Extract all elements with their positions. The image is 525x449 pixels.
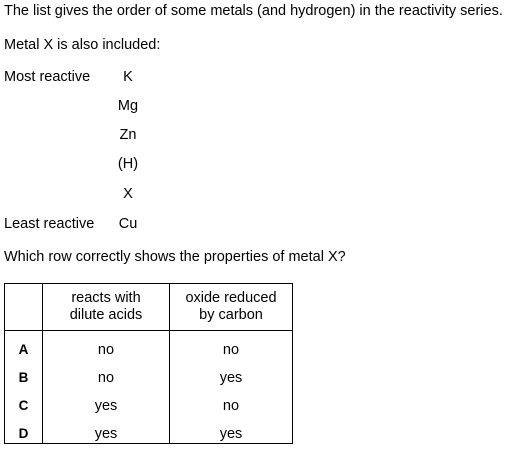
row-label: C	[18, 398, 29, 413]
acids-cell: no	[97, 370, 115, 386]
question-text: Which row correctly shows the properties of metal X?	[4, 249, 346, 265]
acids-cell: yes	[94, 426, 118, 442]
most-reactive-label: Most reactive	[4, 69, 91, 85]
series-item: Mg	[117, 98, 139, 114]
properties-table	[4, 283, 293, 444]
series-item: (H)	[117, 156, 139, 172]
row-label: B	[18, 370, 29, 385]
series-item: Cu	[118, 216, 138, 232]
carbon-cell: no	[222, 342, 240, 358]
intro-text: The list gives the order of some metals (and hydrogen) in the reactivity series.	[4, 3, 503, 19]
series-item: X	[123, 186, 133, 202]
carbon-cell: yes	[219, 370, 243, 386]
row-label: A	[18, 342, 29, 357]
column-header-acids: reacts with dilute acids	[69, 290, 143, 323]
acids-cell: yes	[94, 398, 118, 414]
series-item: K	[123, 69, 133, 85]
metal-x-note: Metal X is also included:	[4, 37, 161, 53]
row-label: D	[18, 426, 29, 441]
series-item: Zn	[119, 127, 137, 143]
acids-cell: no	[97, 342, 115, 358]
header-divider	[5, 330, 292, 331]
least-reactive-label: Least reactive	[4, 216, 95, 232]
carbon-cell: no	[222, 398, 240, 414]
column-header-carbon: oxide reduced by carbon	[185, 290, 277, 323]
carbon-cell: yes	[219, 426, 243, 442]
